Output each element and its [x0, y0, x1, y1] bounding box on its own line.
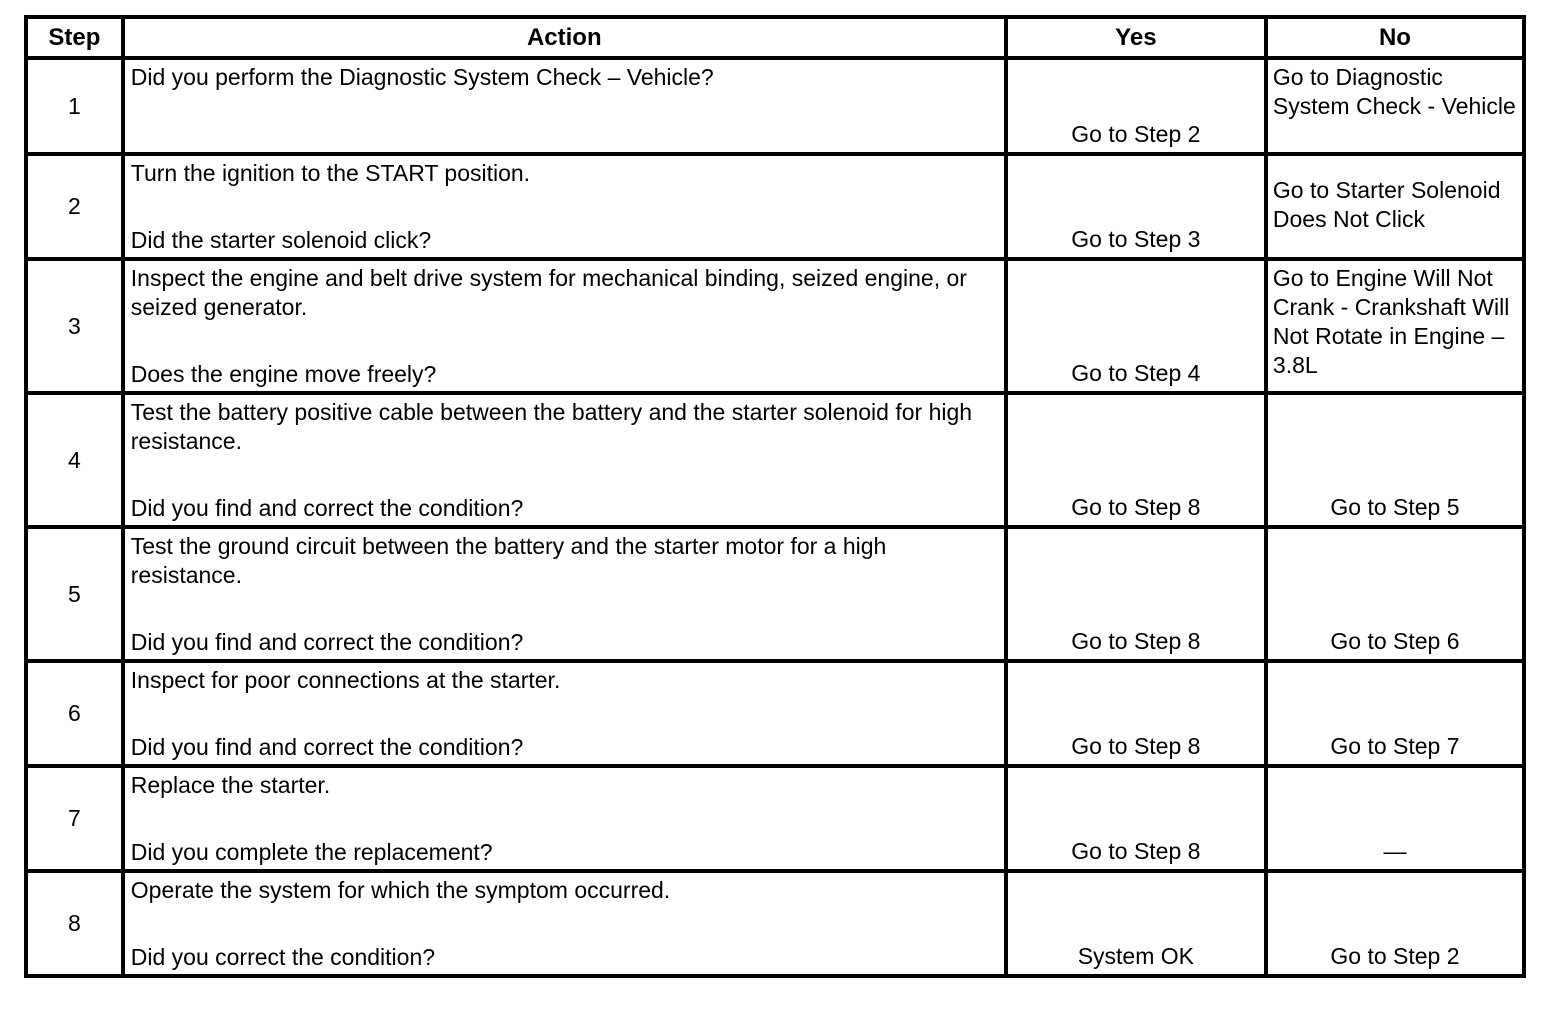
table-row — [26, 154, 1524, 259]
action-cell — [123, 527, 1006, 661]
action-instruction: Did you perform the Diagnostic System Check – Vehicle? — [130, 64, 714, 90]
action-cell — [123, 58, 1006, 154]
yes-outcome: Go to Step 2 — [1006, 58, 1266, 154]
action-question: Does the engine move freely? — [130, 361, 437, 387]
action-cell — [123, 871, 1006, 976]
yes-outcome: Go to Step 4 — [1006, 259, 1266, 393]
yes-outcome: Go to Step 3 — [1006, 154, 1266, 259]
no-outcome: Go to Diagnostic System Check - Vehicle — [1266, 58, 1524, 154]
action-cell — [123, 393, 1006, 527]
action-question: Did you find and correct the condition? — [130, 629, 524, 655]
action-cell — [123, 154, 1006, 259]
yes-outcome: System OK — [1006, 871, 1266, 976]
no-outcome: — — [1266, 766, 1524, 871]
table-row — [26, 58, 1524, 154]
action-instruction: Turn the ignition to the START position. — [130, 160, 531, 186]
header-no: No — [1266, 17, 1524, 58]
step-number: 7 — [26, 766, 123, 871]
no-outcome: Go to Step 7 — [1266, 661, 1524, 766]
table-row — [26, 527, 1524, 661]
step-number: 1 — [26, 58, 123, 154]
action-instruction: Inspect for poor connections at the starter. — [130, 667, 561, 693]
table-row — [26, 259, 1524, 393]
table-header-row — [26, 17, 1524, 58]
action-instruction: Test the ground circuit between the battery and the starter motor for a high resistance. — [130, 533, 887, 588]
action-question: Did the starter solenoid click? — [130, 227, 432, 253]
yes-outcome: Go to Step 8 — [1006, 393, 1266, 527]
header-action: Action — [123, 17, 1006, 58]
step-number: 6 — [26, 661, 123, 766]
yes-outcome: Go to Step 8 — [1006, 766, 1266, 871]
table-row — [26, 871, 1524, 976]
no-outcome: Go to Step 2 — [1266, 871, 1524, 976]
no-outcome: Go to Starter Solenoid Does Not Click — [1266, 154, 1524, 259]
action-question: Did you find and correct the condition? — [130, 495, 524, 521]
no-outcome: Go to Engine Will Not Crank - Crankshaft Will Not Rotate in Engine – 3.8L — [1266, 259, 1524, 393]
action-cell — [123, 661, 1006, 766]
action-cell — [123, 259, 1006, 393]
action-instruction: Inspect the engine and belt drive system for mechanical binding, seized engine, or seized generator. — [130, 265, 967, 320]
header-yes: Yes — [1006, 17, 1266, 58]
header-step: Step — [26, 17, 123, 58]
yes-outcome: Go to Step 8 — [1006, 527, 1266, 661]
table-row — [26, 661, 1524, 766]
step-number: 5 — [26, 527, 123, 661]
step-number: 2 — [26, 154, 123, 259]
no-outcome: Go to Step 5 — [1266, 393, 1524, 527]
diagnostic-table — [24, 15, 1526, 978]
yes-outcome: Go to Step 8 — [1006, 661, 1266, 766]
action-instruction: Operate the system for which the symptom occurred. — [130, 877, 671, 903]
action-question: Did you complete the replacement? — [130, 839, 493, 865]
action-cell — [123, 766, 1006, 871]
step-number: 8 — [26, 871, 123, 976]
action-instruction: Replace the starter. — [130, 772, 331, 798]
table-row — [26, 393, 1524, 527]
step-number: 3 — [26, 259, 123, 393]
step-number: 4 — [26, 393, 123, 527]
action-instruction: Test the battery positive cable between the battery and the starter solenoid for high resistance. — [130, 399, 973, 454]
no-outcome: Go to Step 6 — [1266, 527, 1524, 661]
action-question: Did you find and correct the condition? — [130, 734, 524, 760]
table-row — [26, 766, 1524, 871]
action-question: Did you correct the condition? — [130, 944, 436, 970]
